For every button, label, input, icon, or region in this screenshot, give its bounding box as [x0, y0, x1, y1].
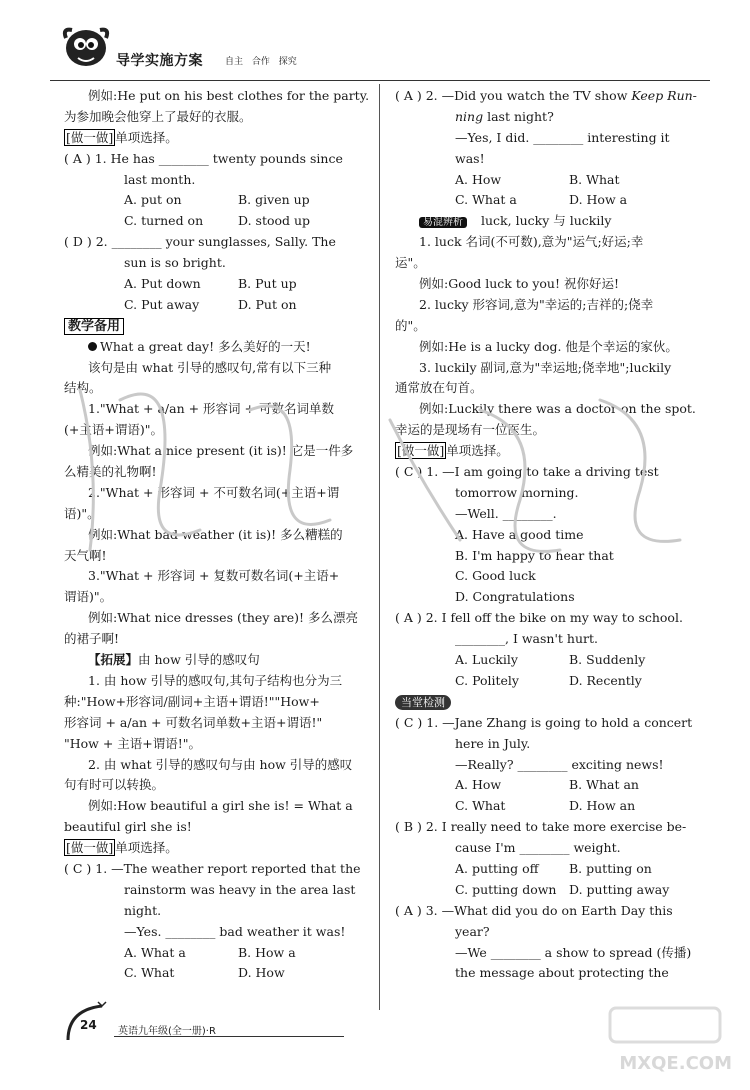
question-continuation: [395, 107, 695, 128]
practice-instruction: 单项选择。: [446, 443, 509, 459]
answer-marker: ( A ) 2.: [395, 88, 438, 103]
text-line: beautiful girl she is!: [64, 819, 192, 835]
option: A. Have a good time: [455, 526, 584, 542]
question-continuation: rainstorm was heavy in the area last: [124, 881, 356, 897]
practice-heading: [64, 128, 368, 149]
option: A. Put down: [124, 276, 201, 292]
book-title: 英语九年级(全一册)·R: [118, 1026, 216, 1037]
answer-marker: ( A ) 1.: [64, 150, 107, 166]
question-text: I really need to take more exercise be-: [441, 819, 687, 835]
question: [395, 608, 695, 629]
options-row: [395, 796, 695, 817]
page-header: [50, 10, 710, 80]
page-footer: [62, 1000, 392, 1050]
options-row: [64, 963, 368, 984]
question-continuation: tomorrow morning.: [455, 484, 579, 500]
option: B. putting on: [569, 860, 652, 876]
answer-marker: ( C ) 1.: [395, 464, 439, 480]
option: C. What: [455, 798, 506, 814]
question-text: ________ your sunglasses, Sally. The: [111, 234, 336, 250]
translation-line: 为参加晚会他穿上了最好的衣服。: [64, 108, 252, 124]
question-text: —What did you do on Earth Day this: [441, 902, 673, 918]
question-continuation: —Yes. ________ bad weather it was!: [124, 923, 346, 939]
corner-watermark: [590, 1000, 740, 1080]
question: [395, 817, 695, 838]
question: [395, 901, 695, 922]
option: B. What: [569, 171, 620, 187]
question-continuation: —Well. ________.: [455, 505, 557, 521]
extension-title: 由 how 引导的感叹句: [138, 652, 260, 668]
practice-instruction: 单项选择。: [115, 840, 178, 856]
text-line: 幸运的是现场有一位医生。: [395, 422, 546, 438]
option: D. How: [238, 965, 285, 981]
practice-label: [做一做]: [66, 129, 114, 145]
question-continuation: —Really? ________ exciting news!: [455, 756, 664, 772]
options-row: [395, 775, 695, 796]
practice-heading: [64, 838, 368, 859]
text-line: 句有时可以转换。: [64, 777, 165, 793]
text-line: 结构。: [64, 380, 102, 396]
text-line: 1."What + a/an + 形容词 + 可数名词单数: [88, 401, 334, 417]
text-line: 该句是由 what 引导的感叹句,常有以下三种: [88, 359, 332, 375]
option: C. putting down: [455, 881, 557, 897]
text-line: 例如:What a nice present (it is)! 它是一件多: [88, 443, 354, 459]
option: C. What: [124, 965, 175, 981]
question-continuation: night.: [124, 902, 162, 918]
options-row: [395, 170, 695, 191]
footer-divider: [114, 1036, 344, 1037]
options-row: [395, 190, 695, 211]
text-line: (+主语+谓语)"。: [64, 422, 163, 438]
options-row: [395, 650, 695, 671]
mascot-logo-icon: [58, 18, 114, 74]
background-watermark-strokes: [60, 330, 700, 590]
section-heading: [395, 692, 695, 713]
option: C. turned on: [124, 213, 204, 229]
key-sentence-text: What a great day! 多么美好的一天!: [100, 338, 311, 354]
text-line: "How + 主语+谓语!"。: [64, 735, 202, 751]
question-text: —Did you watch the TV show: [441, 88, 632, 103]
option: D. Congratulations: [455, 589, 575, 605]
answer-marker: ( B ) 2.: [395, 819, 438, 835]
options-row: [395, 859, 695, 880]
text-line: 的裙子啊!: [64, 631, 120, 647]
option: A. How: [455, 777, 502, 793]
text-line: 3."What + 形容词 + 复数可数名词(+主语+: [88, 568, 340, 584]
option: C. Politely: [455, 672, 519, 688]
question-text: I fell off the bike on my way to school.: [441, 610, 683, 626]
option: B. I'm happy to hear that: [455, 547, 614, 563]
show-title: Keep Run-: [631, 88, 697, 103]
question-text: last night?: [483, 108, 554, 124]
text-line: 2."What + 形容词 + 不可数名词(+主语+谓: [88, 484, 340, 500]
extension-label: 【拓展】: [88, 652, 139, 668]
text-line: 2. 由 what 引导的感叹句与由 how 引导的感叹: [88, 756, 353, 772]
options-row: [64, 943, 368, 964]
question: [64, 859, 368, 880]
text-line: 2. lucky 形容词,意为"幸运的;吉祥的;侥幸: [419, 296, 654, 312]
text-line: 例如:He is a lucky dog. 他是个幸运的家伙。: [419, 338, 678, 354]
comparison-title: luck, lucky 与 luckily: [481, 213, 612, 229]
text-line: 形容词 + a/an + 可数名词单数+主语+谓语!": [64, 714, 323, 730]
text-line: 例如:Luckily there was a doctor on the spot.: [419, 401, 696, 417]
question: [64, 232, 368, 253]
option: A. Luckily: [455, 652, 518, 668]
in-class-test-label: 当堂检测: [395, 695, 451, 710]
practice-instruction: 单项选择。: [115, 129, 178, 145]
answer-marker: ( A ) 3.: [395, 902, 438, 918]
teaching-reserve-label: 教学备用: [64, 318, 124, 335]
options-row: [64, 190, 368, 211]
option: C. Good luck: [455, 568, 536, 584]
text-line: 天气啊!: [64, 547, 107, 563]
question: [64, 149, 368, 170]
page-number: 24: [80, 1018, 97, 1032]
option: D. Recently: [569, 672, 642, 688]
question-text: He has ________ twenty pounds since: [110, 150, 343, 166]
text-line: 的"。: [395, 317, 426, 333]
answer-marker: ( D ) 2.: [64, 234, 108, 250]
question-continuation: ________, I wasn't hurt.: [455, 631, 598, 647]
text-line: 1. luck 名词(不可数),意为"运气;好运;幸: [419, 234, 644, 250]
option: B. Suddenly: [569, 652, 646, 668]
option: B. How a: [238, 944, 296, 960]
comparison-heading: [395, 211, 695, 232]
text-line: 谓语)"。: [64, 589, 113, 605]
question-continuation: last month.: [124, 171, 196, 187]
page-subtitle: 自主 合作 探究: [225, 57, 297, 67]
question: [395, 713, 695, 734]
question-continuation: year?: [455, 923, 490, 939]
practice-label: [做一做]: [397, 443, 445, 459]
question-text: —The weather report reported that the: [111, 860, 361, 876]
watermark-site: MXQE.COM: [619, 1053, 732, 1074]
page-title: 导学实施方案: [116, 53, 203, 69]
text-line: 1. 由 how 引导的感叹句,其句子结构也分为三: [88, 672, 343, 688]
option: D. How a: [569, 192, 628, 208]
question-continuation: —We ________ a show to spread (传播): [455, 944, 692, 960]
option: A. putting off: [455, 860, 539, 876]
options-row: [64, 295, 368, 316]
practice-label: [做一做]: [66, 840, 114, 856]
option: D. putting away: [569, 881, 670, 897]
question-continuation: the message about protecting the: [455, 965, 669, 981]
text-line: 语)"。: [64, 505, 100, 521]
extension-heading: [64, 650, 368, 671]
question-continuation: here in July.: [455, 735, 531, 751]
watermark-brand-icon: [590, 1000, 740, 1050]
option: C. What a: [455, 192, 517, 208]
example-line: 例如:He put on his best clothes for the party.: [88, 88, 370, 103]
show-title-end: ning: [455, 108, 484, 124]
option: D. Put on: [238, 296, 297, 312]
question: [395, 86, 695, 107]
text-line: 例如:Good luck to you! 祝你好运!: [419, 276, 620, 292]
question-continuation: —Yes, I did. ________ interesting it: [455, 129, 670, 145]
option: D. stood up: [238, 213, 311, 229]
text-line: 么精美的礼物啊!: [64, 464, 157, 480]
text-line: 通常放在句首。: [395, 380, 483, 396]
text-line: 种:"How+形容词/副词+主语+谓语!""How+: [64, 693, 320, 709]
question-text: —Jane Zhang is going to hold a concert: [442, 714, 693, 730]
answer-marker: ( C ) 1.: [64, 860, 108, 876]
options-row: [395, 880, 695, 901]
text-line: 例如:How beautiful a girl she is! = What a: [88, 798, 353, 814]
options-row: [64, 211, 368, 232]
question-continuation: was!: [455, 150, 485, 166]
answer-marker: ( C ) 1.: [395, 714, 439, 730]
option: B. Put up: [238, 276, 297, 292]
confusable-label: 易混辨析: [419, 217, 467, 228]
text-line: 运"。: [395, 255, 426, 271]
option: B. given up: [238, 192, 310, 208]
header-divider: [50, 80, 710, 81]
option: A. What a: [124, 944, 186, 960]
option: B. What an: [569, 777, 639, 793]
option: A. put on: [124, 192, 182, 208]
text-line: 3. luckily 副词,意为"幸运地;侥幸地";luckily: [419, 359, 672, 375]
option: D. How an: [569, 798, 636, 814]
options-row: [395, 671, 695, 692]
question-continuation: sun is so bright.: [124, 255, 226, 271]
text-line: 例如:What nice dresses (they are)! 多么漂亮: [88, 610, 359, 626]
answer-marker: ( A ) 2.: [395, 610, 438, 626]
text-line: 例如:What bad weather (it is)! 多么糟糕的: [88, 526, 343, 542]
question-continuation: cause I'm ________ weight.: [455, 840, 621, 856]
option: C. Put away: [124, 296, 200, 312]
option: A. How: [455, 171, 502, 187]
question-text: —I am going to take a driving test: [442, 464, 659, 480]
options-row: [64, 274, 368, 295]
